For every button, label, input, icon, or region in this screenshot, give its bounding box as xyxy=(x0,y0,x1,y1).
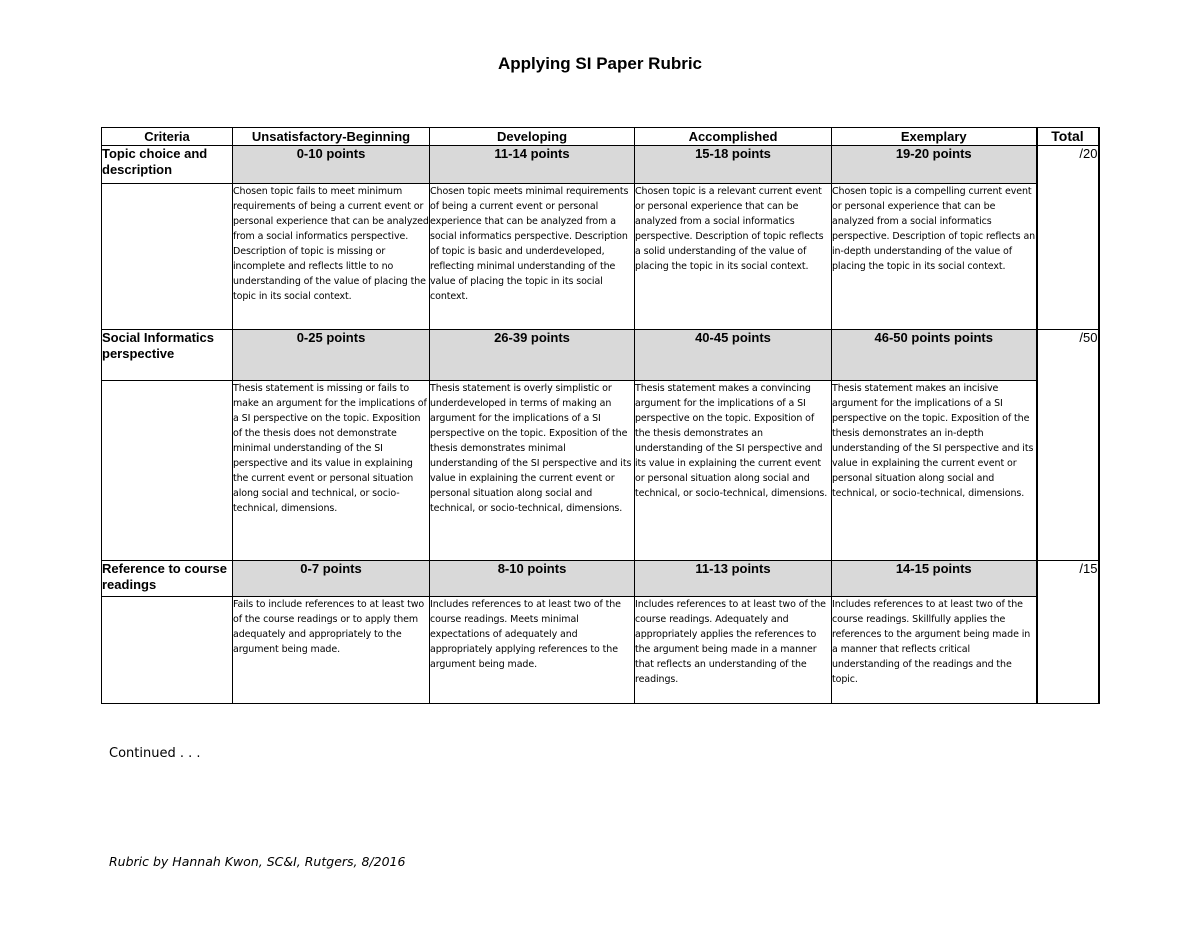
footer-credit: Rubric by Hannah Kwon, SC&I, Rutgers, 8/2016 xyxy=(109,854,406,869)
points-row xyxy=(102,146,1099,184)
description-row xyxy=(102,381,1099,561)
criteria-label: Social Informatics perspective xyxy=(102,330,233,381)
total-cell: /50 xyxy=(1037,330,1099,561)
description-cell: Thesis statement makes a convincing argument for the implications of a SI perspective on the topic. Exposition of the thesis demonstrates an understanding of the SI perspective and its value in explaining the current event or personal situation along social and technical, or socio-technical, dimensions. xyxy=(635,381,832,561)
header-criteria: Criteria xyxy=(102,128,233,146)
points-cell: 0-10 points xyxy=(233,146,430,184)
points-cell: 40-45 points xyxy=(635,330,832,381)
points-cell: 11-13 points xyxy=(635,561,832,597)
points-cell: 0-25 points xyxy=(233,330,430,381)
total-cell: /20 xyxy=(1037,146,1099,330)
header-total: Total xyxy=(1037,128,1099,146)
description-cell: Thesis statement is overly simplistic or underdeveloped in terms of making an argument for the implications of a SI perspective on the topic. Exposition of the thesis demonstrates minimal understanding of the SI perspective and its value in explaining the current event or personal situation along social and technical, or socio-technical, dimensions. xyxy=(430,381,635,561)
header-developing: Developing xyxy=(430,128,635,146)
criteria-label: Reference to course readings xyxy=(102,561,233,597)
description-cell: Includes references to at least two of the course readings. Meets minimal expectations of adequately and appropriately applying references to the argument being made. xyxy=(430,597,635,704)
description-cell: Fails to include references to at least two of the course readings or to apply them adequately and appropriately to the argument being made. xyxy=(233,597,430,704)
header-accomplished: Accomplished xyxy=(635,128,832,146)
page-title: Applying SI Paper Rubric xyxy=(497,54,703,73)
blank-cell xyxy=(102,184,233,330)
description-cell: Thesis statement is missing or fails to make an argument for the implications of a SI perspective on the topic. Exposition of the thesis does not demonstrate minimal understanding of the SI perspective and its value in explaining the current event or personal situation along social and technical, or socio-technical, dimensions. xyxy=(233,381,430,561)
points-cell: 8-10 points xyxy=(430,561,635,597)
points-row xyxy=(102,561,1099,597)
points-row xyxy=(102,330,1099,381)
total-cell: /15 xyxy=(1037,561,1099,704)
continued-note: Continued . . . xyxy=(109,746,201,761)
description-cell: Includes references to at least two of the course readings. Skillfully applies the references to the argument being made in a manner that reflects critical understanding of the readings and the topic. xyxy=(832,597,1037,704)
blank-cell xyxy=(102,381,233,561)
points-cell: 19-20 points xyxy=(832,146,1037,184)
points-cell: 0-7 points xyxy=(233,561,430,597)
points-cell: 15-18 points xyxy=(635,146,832,184)
points-cell: 46-50 points points xyxy=(832,330,1037,381)
description-cell: Chosen topic meets minimal requirements of being a current event or personal experience that can be analyzed from a social informatics perspective. Description of topic is basic and underdeveloped, reflecting minimal understanding of the value of placing the topic in its social context. xyxy=(430,184,635,330)
header-exemplary: Exemplary xyxy=(832,128,1037,146)
blank-cell xyxy=(102,597,233,704)
description-row xyxy=(102,597,1099,704)
rubric-table xyxy=(101,127,1100,704)
points-cell: 11-14 points xyxy=(430,146,635,184)
header-unsatisfactory: Unsatisfactory-Beginning xyxy=(233,128,430,146)
description-cell: Chosen topic is a compelling current event or personal experience that can be analyzed from a social informatics perspective. Description of topic reflects an in-depth understanding of the value of placing the topic in its social context. xyxy=(832,184,1037,330)
description-cell: Thesis statement makes an incisive argument for the implications of a SI perspective on the topic. Exposition of the thesis demonstrates an in-depth understanding of the SI perspective and its value in explaining the current event or personal situation along social and technical, or socio-technical, dimensions. xyxy=(832,381,1037,561)
description-cell: Chosen topic is a relevant current event or personal experience that can be analyzed from a social informatics perspective. Description of topic reflects a solid understanding of the value of placing the topic in its social context. xyxy=(635,184,832,330)
points-cell: 26-39 points xyxy=(430,330,635,381)
header-row xyxy=(102,128,1099,146)
description-cell: Chosen topic fails to meet minimum requirements of being a current event or personal experience that can be analyzed from a social informatics perspective. Description of topic is missing or incomplete and reflects little to no understanding of the value of placing the topic in its social context. xyxy=(233,184,430,330)
points-cell: 14-15 points xyxy=(832,561,1037,597)
criteria-label: Topic choice and description xyxy=(102,146,233,184)
description-row xyxy=(102,184,1099,330)
description-cell: Includes references to at least two of the course readings. Adequately and appropriately applies the references to the argument being made in a manner that reflects an understanding of the readings. xyxy=(635,597,832,704)
